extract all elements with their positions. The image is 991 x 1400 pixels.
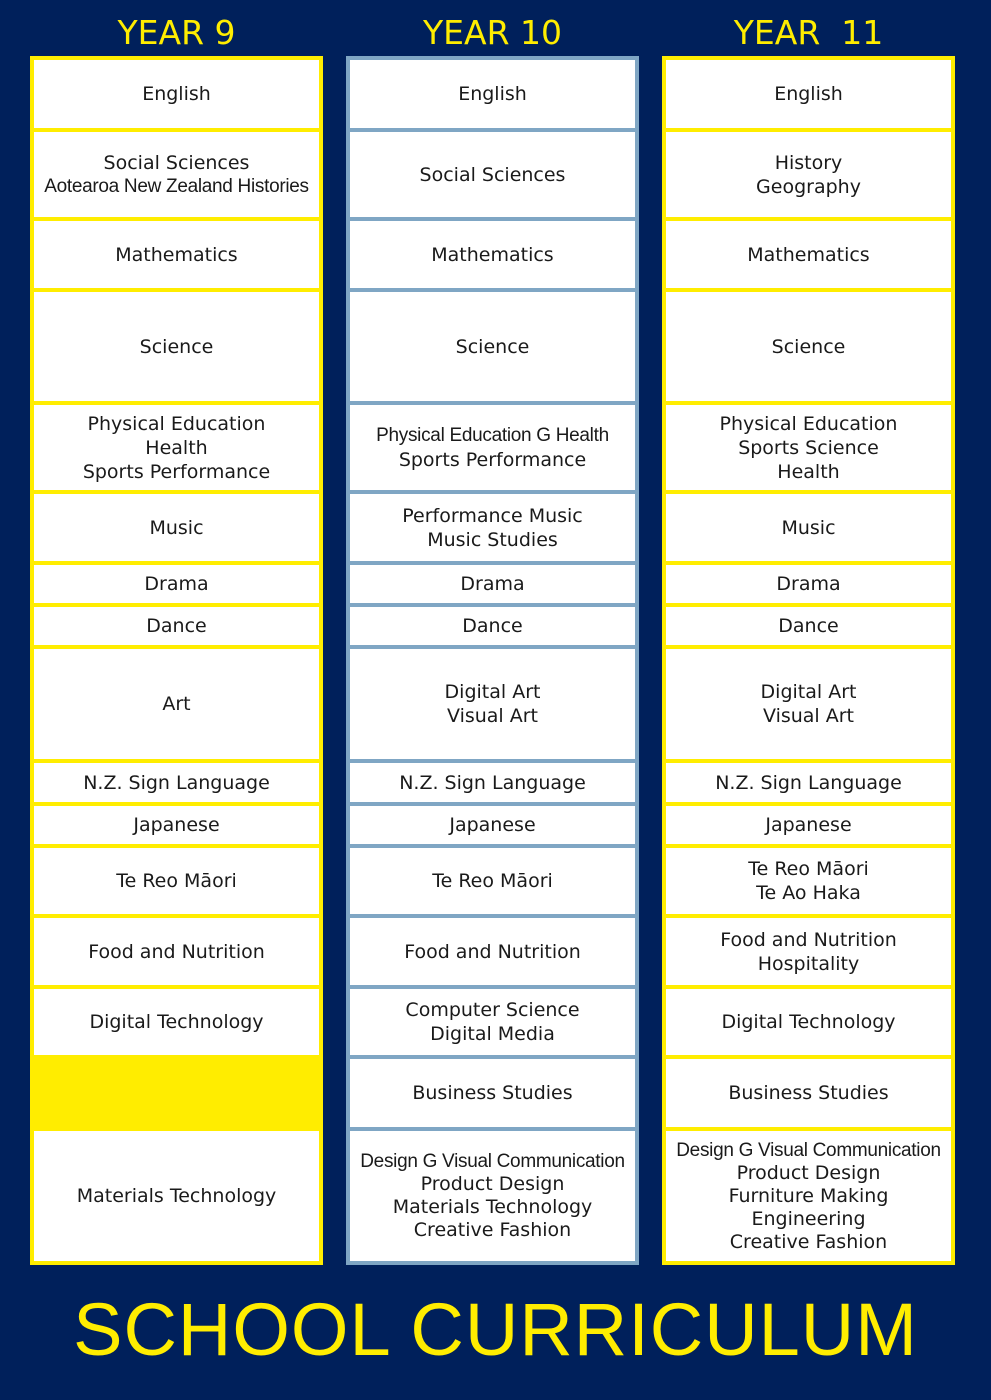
subject-cell: [30, 603, 323, 649]
subject-name: Digital Art: [444, 681, 541, 703]
subject-name: English: [458, 83, 527, 105]
subject-cell: [346, 914, 639, 989]
subject-cell: [346, 217, 639, 292]
subject-cell: [662, 645, 955, 763]
subject-name: Japanese: [449, 814, 536, 836]
subject-name: Digital Technology: [721, 1011, 896, 1033]
subject-cell: [346, 1055, 639, 1131]
subject-cell: [346, 985, 639, 1059]
subject-name: Design G Visual Communication: [676, 1139, 941, 1161]
subject-cell: [662, 401, 955, 494]
subject-cell: [30, 985, 323, 1059]
subject-cell: [662, 914, 955, 989]
subject-cell: [662, 128, 955, 221]
subject-name: Physical Education G Health: [376, 424, 609, 446]
subject-name: Dance: [146, 615, 207, 637]
subject-name: Product Design: [736, 1161, 881, 1184]
subject-name: Dance: [778, 615, 839, 637]
subject-name: Te Reo Māori: [748, 858, 869, 880]
subject-name: Sports Science: [738, 436, 879, 459]
subject-name: Hospitality: [757, 952, 860, 975]
subject-cell: [662, 217, 955, 292]
subject-name: Music: [781, 516, 836, 539]
subject-cell: [662, 56, 955, 132]
subject-name: Materials Technology: [392, 1196, 593, 1218]
subject-name: English: [142, 83, 211, 105]
subject-name: N.Z. Sign Language: [83, 771, 270, 794]
subject-name: Health: [145, 436, 208, 459]
subject-name: Food and Nutrition: [404, 940, 581, 963]
subject-name: N.Z. Sign Language: [715, 771, 902, 794]
subject-name: Product Design: [420, 1173, 565, 1195]
subject-cell: [30, 802, 323, 848]
subject-cell: [662, 1055, 955, 1131]
subject-cell: [662, 802, 955, 848]
subject-name: Visual Art: [446, 705, 539, 727]
subject-name: Music Studies: [427, 528, 558, 551]
subject-name: Mathematics: [115, 243, 238, 266]
subject-name: Sports Performance: [82, 460, 271, 483]
subject-cell: [662, 844, 955, 918]
subject-name: Performance Music: [402, 504, 583, 527]
subject-name: Physical Education: [719, 412, 898, 435]
subject-name: Dance: [462, 615, 523, 637]
subject-cell: [662, 985, 955, 1059]
subject-cell: [30, 1127, 323, 1265]
subject-cell: [30, 217, 323, 292]
subject-name: Creative Fashion: [729, 1230, 888, 1253]
subject-cell: [662, 561, 955, 607]
page-title: SCHOOL CURRICULUM: [73, 1288, 918, 1371]
subject-name: English: [774, 83, 843, 105]
subject-name: Te Reo Māori: [116, 870, 237, 892]
subject-cell: [346, 401, 639, 494]
year-11-heading: YEAR 11: [733, 13, 884, 52]
subject-name: Creative Fashion: [413, 1219, 572, 1241]
subject-cell: [346, 844, 639, 918]
subject-name: Geography: [756, 175, 861, 198]
subject-cell: [346, 288, 639, 405]
subject-name: Sports Performance: [398, 448, 587, 471]
subject-cell: [346, 128, 639, 221]
subject-name: Science: [139, 335, 214, 358]
subject-cell: [346, 490, 639, 565]
subject-name: Science: [771, 335, 846, 358]
subject-name: History: [774, 151, 843, 174]
subject-name: Health: [777, 460, 840, 483]
subject-cell: [662, 603, 955, 649]
subject-name: Drama: [776, 573, 841, 595]
subject-cell: [346, 759, 639, 806]
subject-name: Music: [149, 516, 204, 539]
subject-name: N.Z. Sign Language: [399, 771, 586, 794]
subject-name: Business Studies: [412, 1082, 573, 1104]
subject-cell: [30, 561, 323, 607]
subject-name: Digital Media: [430, 1023, 555, 1045]
subject-cell: [30, 401, 323, 494]
subject-cell: [30, 288, 323, 405]
subject-cell: [30, 490, 323, 565]
subject-name: Japanese: [765, 814, 852, 836]
subject-cell: [662, 490, 955, 565]
year-11-column: [662, 56, 955, 1265]
subject-cell: [662, 759, 955, 806]
subject-cell: [30, 914, 323, 989]
subject-name: Aotearoa New Zealand Histories: [44, 175, 309, 197]
subject-name: Furniture Making: [728, 1184, 889, 1207]
subject-name: Digital Art: [760, 681, 857, 703]
subject-name: Mathematics: [431, 243, 554, 266]
subject-cell: [346, 603, 639, 649]
subject-name: Food and Nutrition: [88, 940, 265, 963]
subject-name: Art: [162, 693, 191, 715]
subject-name: Drama: [460, 573, 525, 595]
subject-cell: [30, 645, 323, 763]
subject-cell: [346, 561, 639, 607]
subject-name: Physical Education: [87, 412, 266, 435]
subject-name: Drama: [144, 573, 209, 595]
subject-cell: [30, 844, 323, 918]
subject-name: Materials Technology: [76, 1185, 277, 1207]
subject-name: Digital Technology: [89, 1011, 264, 1033]
year-9-heading: YEAR 9: [117, 13, 236, 52]
subject-cell: [30, 759, 323, 806]
subject-name: Computer Science: [405, 999, 580, 1021]
year-10-heading: YEAR 10: [423, 13, 562, 52]
subject-name: Te Ao Haka: [756, 882, 861, 904]
subject-name: Mathematics: [747, 243, 870, 266]
subject-name: Food and Nutrition: [720, 928, 897, 951]
subject-cell: [346, 1127, 639, 1265]
subject-name: Social Sciences: [103, 151, 250, 174]
subject-name: Engineering: [751, 1207, 866, 1230]
subject-name: Social Sciences: [419, 163, 566, 186]
subject-cell: [662, 288, 955, 405]
subject-name: Visual Art: [762, 705, 855, 727]
subject-cell: [346, 802, 639, 848]
blank-cell: [30, 1055, 323, 1131]
subject-cell: [662, 1127, 955, 1265]
year-10-column: [346, 56, 639, 1265]
subject-name: Japanese: [133, 814, 220, 836]
subject-cell: [346, 56, 639, 132]
subject-name: Science: [455, 335, 530, 358]
subject-cell: [30, 56, 323, 132]
subject-name: Design G Visual Communication: [360, 1151, 625, 1172]
subject-cell: [346, 645, 639, 763]
subject-name: Business Studies: [728, 1082, 889, 1104]
subject-name: Te Reo Māori: [432, 870, 553, 892]
subject-cell: [30, 128, 323, 221]
year-9-column: [30, 56, 323, 1265]
